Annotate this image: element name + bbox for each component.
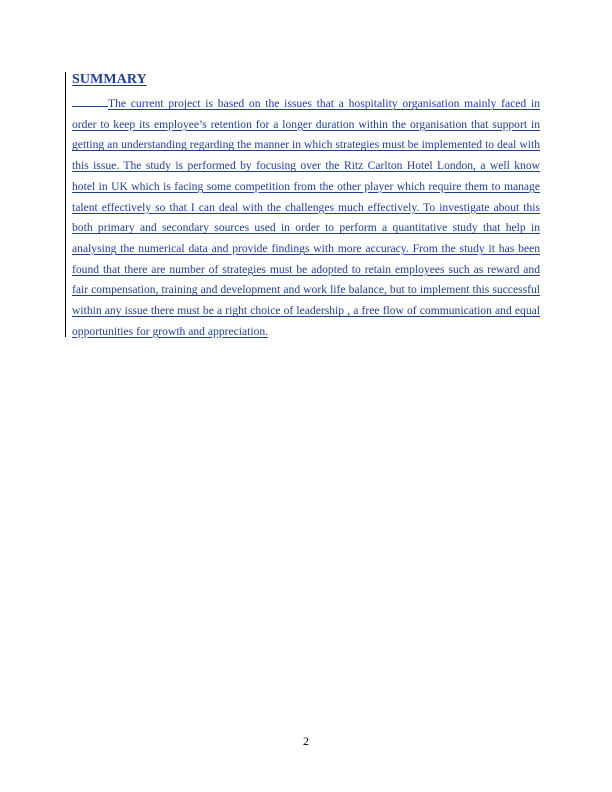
summary-paragraph (72, 94, 540, 342)
paragraph-indent (72, 94, 108, 107)
summary-heading: SUMMARY (72, 72, 147, 87)
page-number: 2 (303, 734, 309, 748)
revision-change-bar (65, 72, 66, 337)
summary-paragraph-text: The current project is based on the issues that a hospitality organisation mainly faced in order to keep its employee’s retention for a longer duration within the organisation that support in getting an understanding regarding the manner in which strategies must be implemented to deal with this issue. The study is performed by focusing over the Ritz Carlton Hotel London, a well know hotel in UK which is facing some competition from the other player which require them to manage talent effectively so that I can deal with the challenges much effectively. To investigate about this both primary and secondary sources used in order to perform a quantitative study that help in analysing the numerical data and provide findings with more accuracy. From the study it has been found that there are number of strategies must be adopted to retain employees such as reward and fair compensation, training and development and work life balance, but to implement this successful within any issue there must be a right choice of leadership , a free flow of communication and equal opportunities for growth and appreciation. (72, 97, 540, 338)
